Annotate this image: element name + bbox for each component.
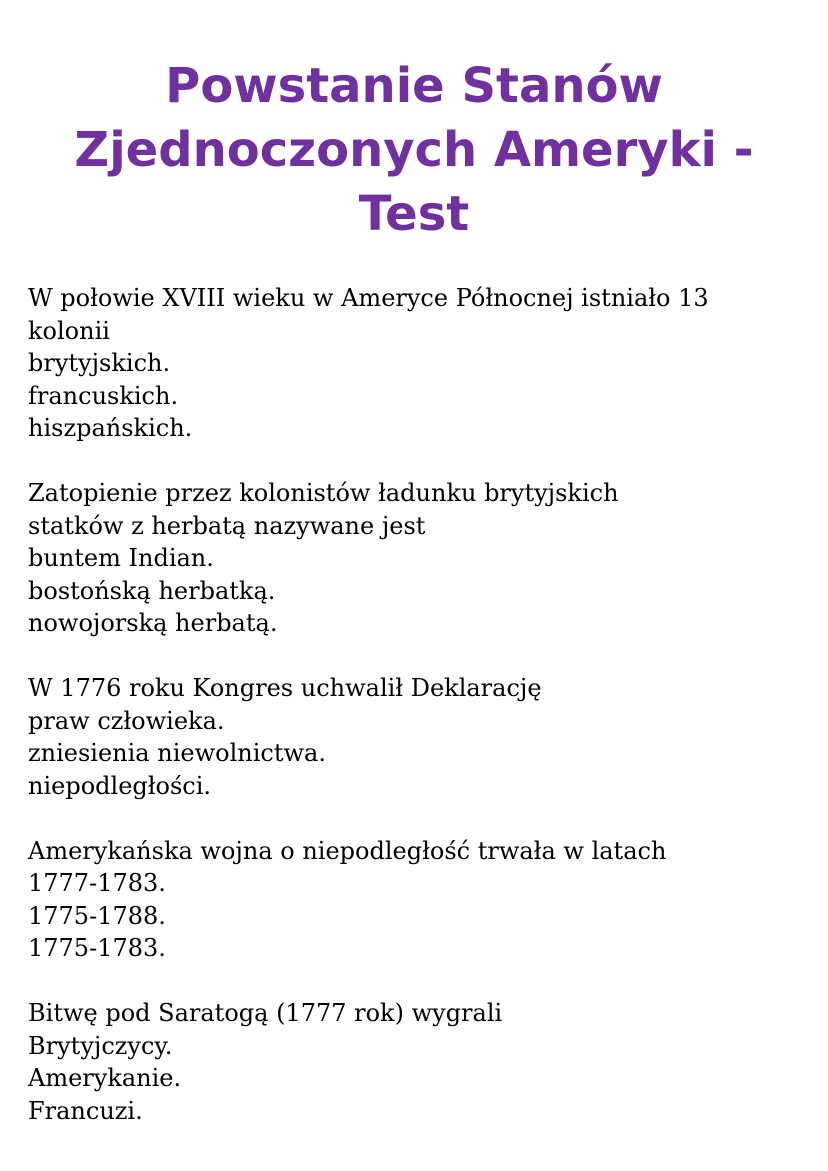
answer-option: Francuzi. bbox=[28, 1096, 143, 1125]
question-text: statków z herbatą nazywane jest bbox=[28, 511, 426, 540]
title-line: Zjednoczonych Ameryki - bbox=[74, 122, 754, 178]
question-text: W 1776 roku Kongres uchwalił Deklarację bbox=[28, 674, 542, 702]
answer-option: 1775-1788. bbox=[28, 901, 166, 930]
page-title bbox=[0, 54, 828, 246]
title-line: Test bbox=[358, 186, 470, 242]
answer-option: zniesienia niewolnictwa. bbox=[28, 739, 326, 767]
answer-option: Brytyjczycy. bbox=[28, 1031, 173, 1060]
answer-option: niepodległości. bbox=[28, 771, 212, 800]
question-text: Bitwę pod Saratogą (1777 rok) wygrali bbox=[28, 999, 503, 1027]
question-text: Zatopienie przez kolonistów ładunku brytyjskich bbox=[28, 479, 619, 507]
answer-option: 1777-1783. bbox=[28, 869, 166, 897]
answer-option: praw człowieka. bbox=[28, 706, 225, 735]
answer-option: bostońską herbatką. bbox=[28, 576, 276, 605]
question-4 bbox=[28, 835, 808, 965]
title-line: Powstanie Stanów bbox=[165, 58, 663, 114]
question-1 bbox=[28, 282, 808, 445]
answer-option: brytyjskich. bbox=[28, 349, 171, 377]
answer-option: nowojorską herbatą. bbox=[28, 609, 278, 637]
question-5 bbox=[28, 997, 808, 1127]
question-text: Amerykańska wojna o niepodległość trwała w latach bbox=[28, 836, 667, 865]
answer-option: Amerykanie. bbox=[28, 1064, 182, 1092]
question-list bbox=[28, 282, 808, 1160]
question-text: W połowie XVIII wieku w Ameryce Północnej istniało 13 bbox=[28, 284, 709, 312]
answer-option: hiszpańskich. bbox=[28, 414, 193, 442]
answer-option: francuskich. bbox=[28, 381, 179, 410]
question-text: kolonii bbox=[28, 316, 110, 345]
question-2 bbox=[28, 477, 808, 640]
answer-option: buntem Indian. bbox=[28, 544, 214, 572]
answer-option: 1775-1783. bbox=[28, 934, 166, 962]
question-3 bbox=[28, 672, 808, 802]
